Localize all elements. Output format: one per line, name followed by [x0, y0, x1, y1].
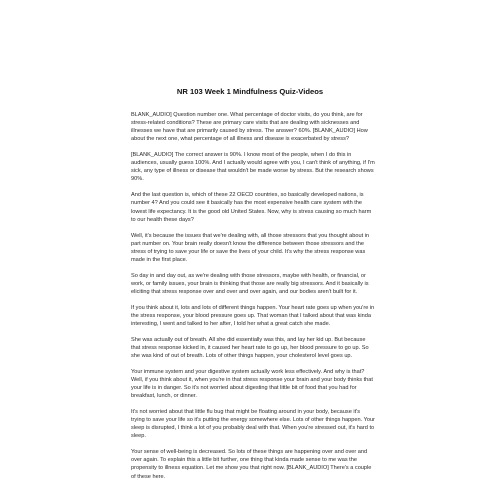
- paragraph-3: And the last question is, which of these 22 OECD countries, so basically developed nations, is number 4? And you could see it basically has the most expensive health care system with the lowest life expectancy. It is the good old United States. Now, why is stress causing so much harm to our health these days?: [131, 192, 372, 223]
- paragraph-4: Well, it's because the issues that we're dealing with, all those stressors that you thought about in part number on. Your brain really doesn't know the difference between those stressors and the stress of trying to save your life or save the lives of your child. It's why the stress response was made in the first place.: [131, 232, 370, 263]
- document-title: NR 103 Week 1 Mindfulness Quiz-Videos: [176, 87, 324, 96]
- paragraph-1: BLANK_AUDIO] Question number one. What percentage of doctor visits, do you think, are for stress-related conditions? These are primary care visits that are dealing with sicknesses and illnesses we have that are primarily caused by stress. The answer? 60%. [BLANK_AUDIO] How about the next one, what percentage of all illness and disease is exacerbated by stress?: [131, 112, 368, 143]
- paragraph-9: It's not worried about that little flu bug that might be floating around in your body, because it's trying to save your life so it's putting the energy somewhere else. Lots of other things happen. Your sleep is disrupted, I think a lot of you probably deal with that. When you're stressed out, it's hard to sleep.: [131, 409, 375, 440]
- paragraph-8: Your immune system and your digestive system actually work less effectively. And why is that? Well, if you think about it, when you're in that stress response your brain and your body thinks that your life is in danger. So it's not worried about digesting that little bit of food that you had for breakfast, lunch, or dinner.: [131, 368, 373, 400]
- paragraph-7: She was actually out of breath. All she did essentially was this, and lay her kid up. But because that stress response kicked in, it caused her heart rate to go up, her blood pressure to go up. So she was kind of out of breath. Lots of other things happen, your cholesterol level goes up.: [131, 336, 369, 360]
- paragraph-10: Your sense of well-being is decreased. So lots of these things are happening over and over and over again. To explain this a little bit further, one thing that kinda made sense to me was the propensity to illness equation. Let me show you that right now. [BLANK_AUDIO] There's a couple of these here.: [131, 449, 372, 480]
- document-body: [131, 111, 375, 488]
- paragraph-5: So day in and day out, as we're dealing with those stressors, maybe with health, or financial, or work, or family issues, your brain is thinking that those are really big stressors. And it basically is eliciting that stress response over and over and over again, and our bodies aren't built for it.: [131, 272, 369, 295]
- paragraph-6: If you think about it, lots and lots of different things happen. Your heart rate goes up when you're in the stress response, your blood pressure goes up. That woman that I talked about that was kinda interesting, I went and talked to her after, I told her what a great catch she made.: [131, 304, 375, 327]
- paragraph-2: [BLANK_AUDIO] The correct answer is 90%. I know most of the people, when I do this in audiences, usually guess 100%. And I actually would agree with you, I can't think of anything, if I'm sick, any type of illness or disease that wouldn't be made worse by stress. But the research shows 90%.: [131, 152, 375, 183]
